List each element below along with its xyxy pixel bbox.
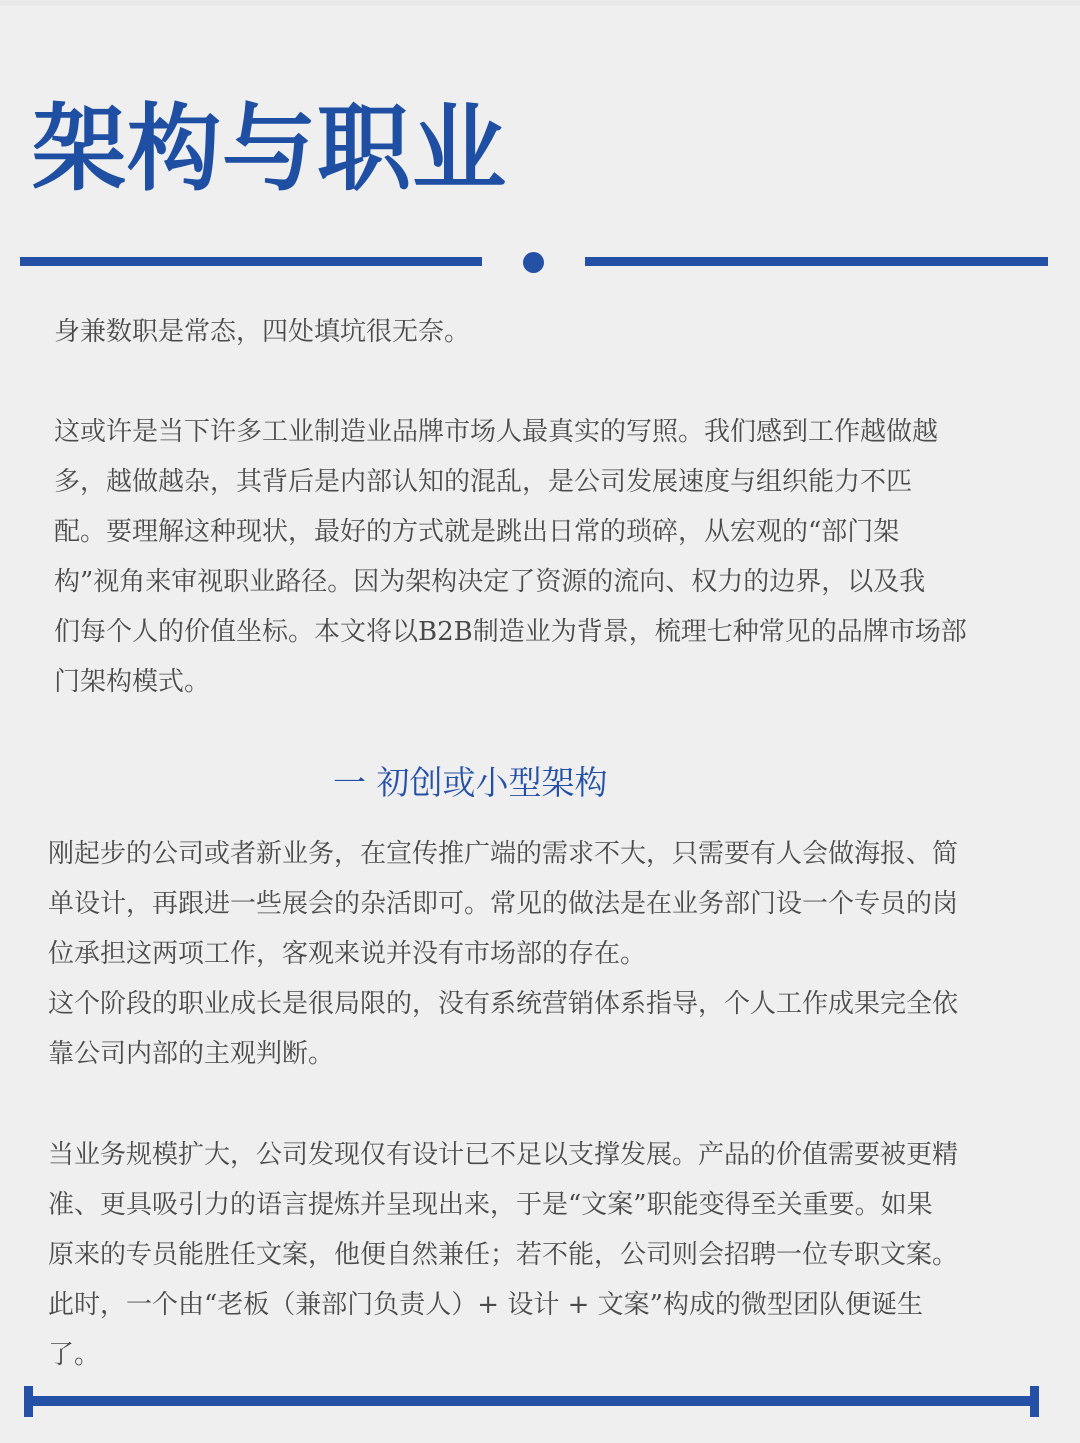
section-line: 刚起步的公司或者新业务，在宣传推广端的需求不大，只需要有人会做海报、简 [48, 839, 959, 869]
lead-paragraph [54, 407, 967, 707]
lead-line: 构”视角来审视职业路径。因为架构决定了资源的流向、权力的边界，以及我 [54, 567, 926, 597]
page-title: 架构与职业 [32, 95, 508, 204]
section-line: 当业务规模扩大，公司发现仅有设计已不足以支撑发展。产品的价值需要被更精 [48, 1140, 959, 1170]
title-divider-right [585, 257, 1048, 266]
lead-line: 们每个人的价值坐标。本文将以B2B制造业为背景，梳理七种常见的品牌市场部 [54, 617, 967, 647]
section-line: 此时，一个由“老板（兼部门负责人）+ 设计 + 文案”构成的微型团队便诞生 [48, 1290, 923, 1320]
section-line: 这个阶段的职业成长是很局限的，没有系统营销体系指导，个人工作成果完全依 [48, 989, 959, 1019]
top-edge [0, 0, 1080, 6]
lead-line: 门架构模式。 [54, 667, 211, 697]
section-line: 了。 [48, 1340, 101, 1370]
lead-line: 这或许是当下许多工业制造业品牌市场人最真实的写照。我们感到工作越做越 [54, 417, 939, 447]
lead-line: 多，越做越杂，其背后是内部认知的混乱，是公司发展速度与组织能力不匹 [54, 467, 913, 497]
section-paragraph [48, 1130, 958, 1380]
section-line: 原来的专员能胜任文案，他便自然兼任；若不能，公司则会招聘一位专职文案。 [48, 1240, 959, 1270]
title-divider-left [20, 257, 482, 266]
section-line: 单设计，再跟进一些展会的杂活即可。常见的做法是在业务部门设一个专员的岗 [48, 889, 959, 919]
section-line: 准、更具吸引力的语言提炼并呈现出来，于是“文案”职能变得至关重要。如果 [48, 1190, 933, 1220]
bottom-bar-cap-right [1030, 1386, 1039, 1417]
section-line: 位承担这两项工作，客观来说并没有市场部的存在。 [48, 939, 647, 969]
bottom-divider-bar [26, 1396, 1038, 1406]
section-heading: 一 初创或小型架构 [333, 763, 608, 802]
intro-line: 身兼数职是常态，四处填坑很无奈。 [54, 317, 471, 347]
section-paragraph [48, 829, 958, 1079]
section-line: 靠公司内部的主观判断。 [48, 1039, 335, 1069]
title-divider-dot [523, 252, 544, 273]
lead-line: 配。要理解这种现状，最好的方式就是跳出日常的琐碎，从宏观的“部门架 [54, 517, 900, 547]
intro-paragraph [54, 307, 470, 357]
